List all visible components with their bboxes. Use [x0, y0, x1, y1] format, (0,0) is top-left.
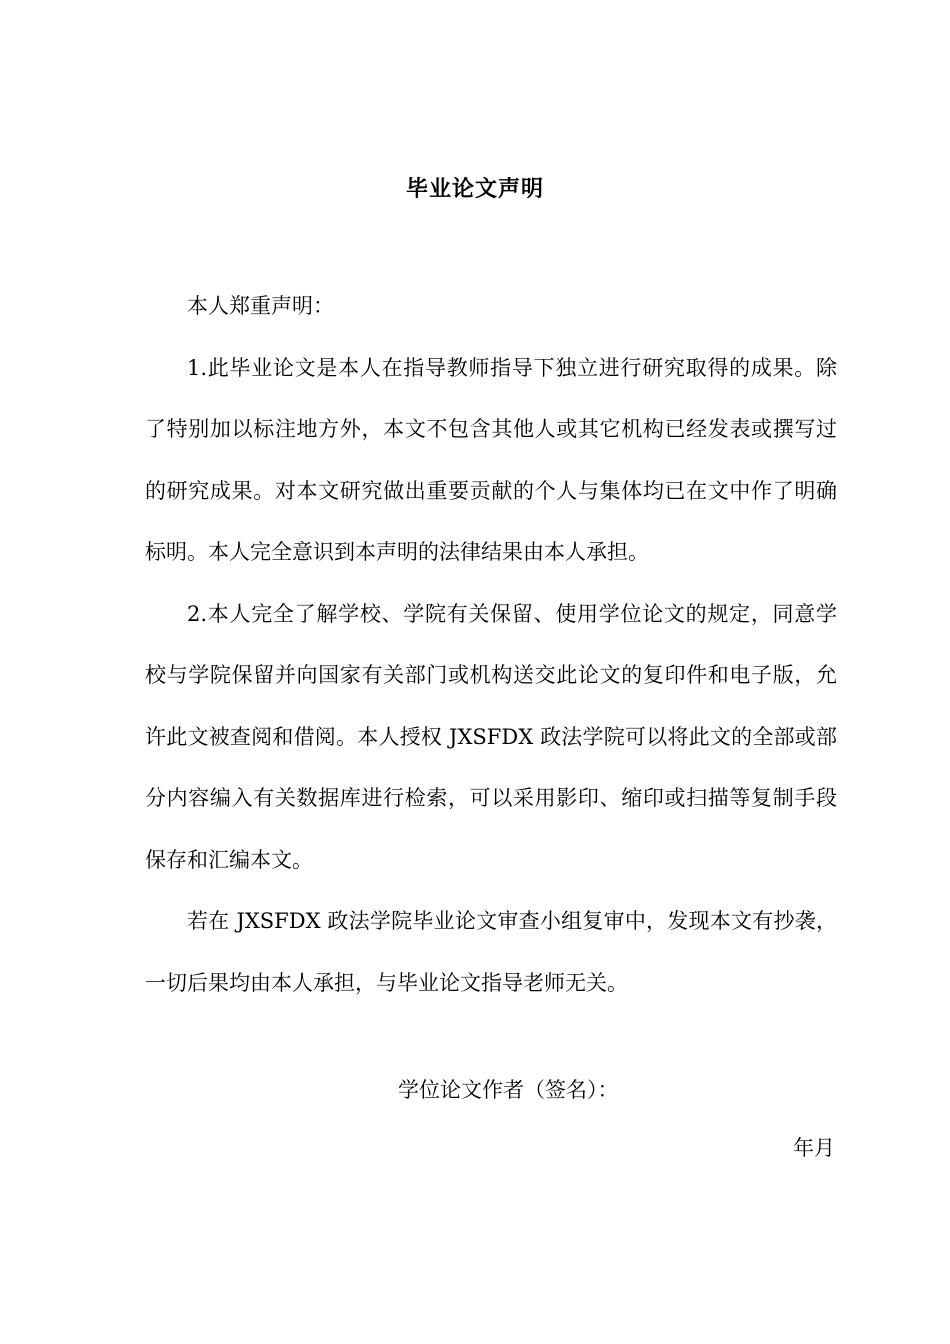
date-label: 年月 [793, 1136, 835, 1160]
declaration-paragraph-1: 1.此毕业论文是本人在指导教师指导下独立进行研究取得的成果。除了特别加以标注地方外，本文不包含其他人或其它机构已经发表或撰写过的研究成果。对本文研究做出重要贡献的个人与集体均已在文中作了明确标明。本人完全意识到本声明的法律结果由本人承担。 [145, 355, 837, 564]
declaration-intro: 本人郑重声明： [187, 294, 334, 318]
declaration-paragraph-3: 若在 JXSFDX 政法学院毕业论文审查小组复审中，发现本文有抄袭，一切后果均由本人承担，与毕业论文指导老师无关。 [145, 909, 837, 995]
declaration-paragraph-2: 2.本人完全了解学校、学院有关保留、使用学位论文的规定，同意学校与学院保留并向国家有关部门或机构送交此论文的复印件和电子版，允许此文被查阅和借阅。本人授权 JXSFDX 政法学院可以将此文的全部或部分内容编入有关数据库进行检索，可以采用影印、缩印或扫描等复制手段保存和汇编本文。 [145, 601, 837, 872]
declaration-body [145, 276, 837, 1014]
document-title: 毕业论文声明 [405, 177, 544, 202]
author-signature-label: 学位论文作者（签名）： [398, 1078, 619, 1102]
